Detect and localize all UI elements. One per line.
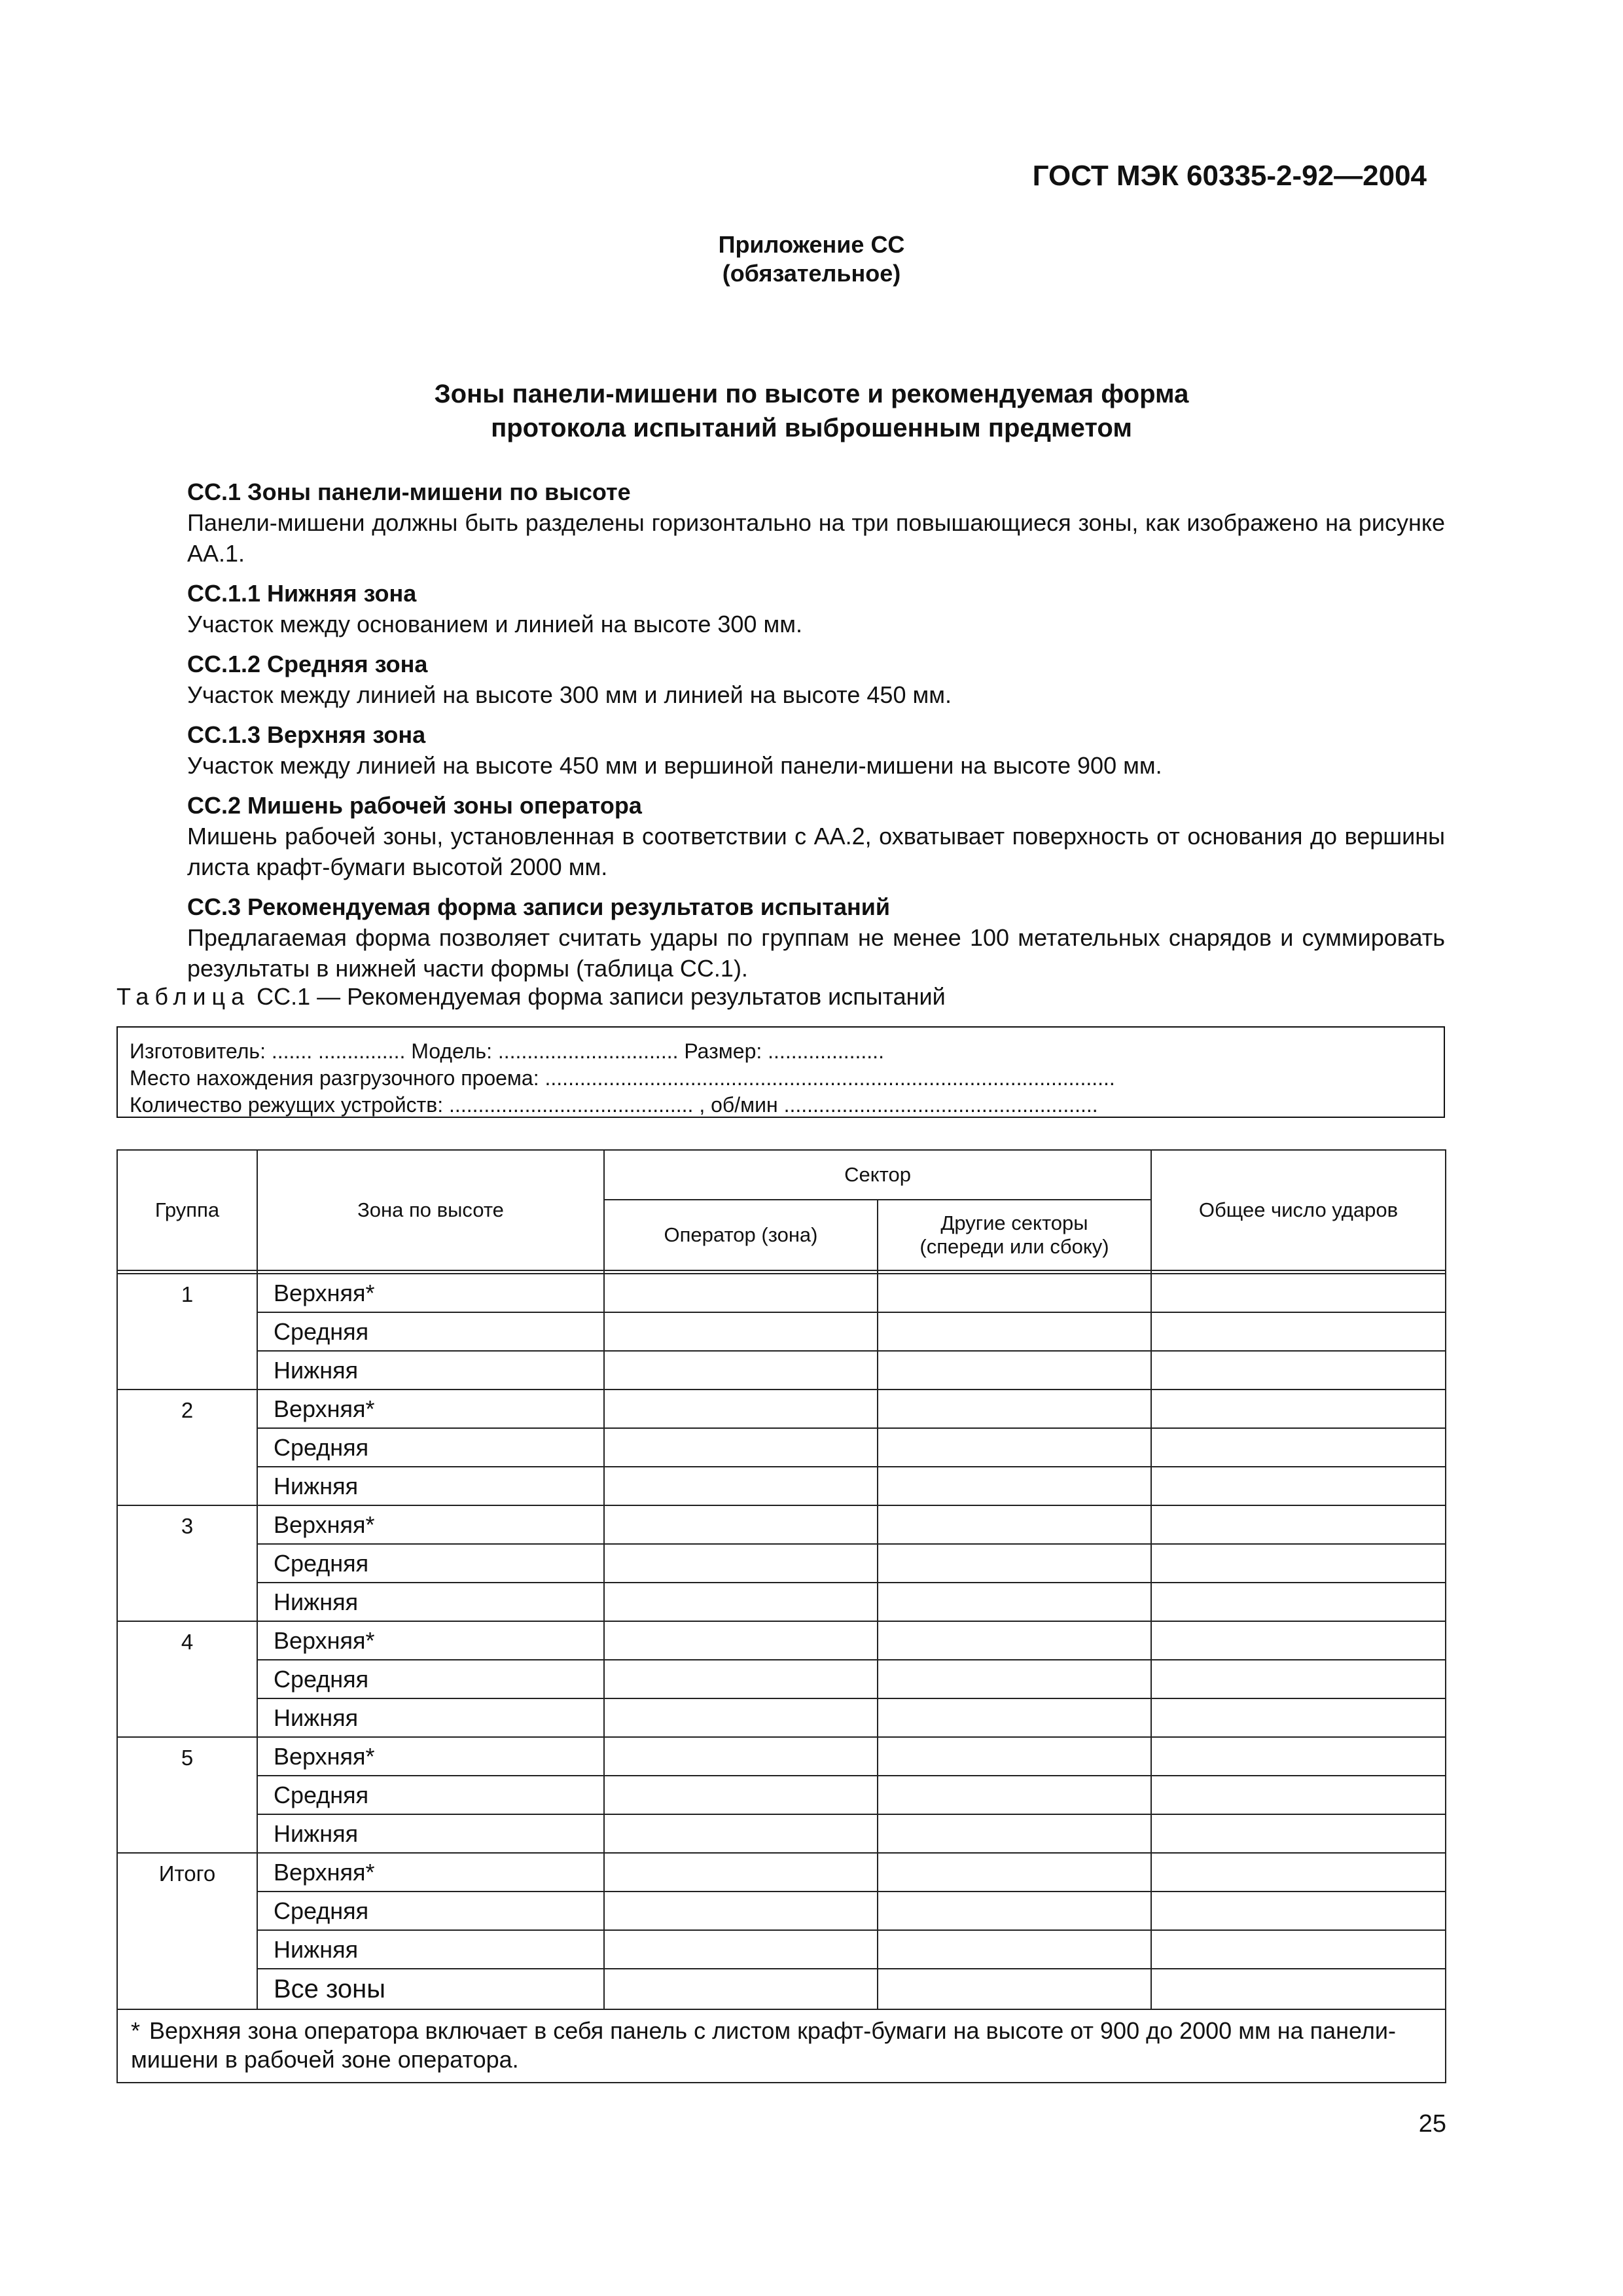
other-sector-cell[interactable] bbox=[878, 1660, 1151, 1698]
zone-label: Нижняя bbox=[257, 1351, 604, 1390]
other-sector-cell[interactable] bbox=[878, 1390, 1151, 1428]
header-zone: Зона по высоте bbox=[257, 1150, 604, 1270]
table-row bbox=[117, 1583, 1446, 1621]
operator-cell[interactable] bbox=[604, 1351, 878, 1390]
title-line-1: Зоны панели-мишени по высоте и рекомендуемая форма bbox=[434, 380, 1189, 408]
table-row bbox=[117, 1544, 1446, 1583]
operator-cell[interactable] bbox=[604, 1737, 878, 1776]
section-paragraph: Участок между линией на высоте 300 мм и линией на высоте 450 мм. bbox=[187, 681, 952, 708]
header-group: Группа bbox=[117, 1150, 257, 1270]
section-paragraph: Участок между линией на высоте 450 мм и вершиной панели-мишени на высоте 900 мм. bbox=[187, 752, 1162, 779]
other-sector-cell[interactable] bbox=[878, 1776, 1151, 1814]
zone-label: Средняя bbox=[257, 1776, 604, 1814]
total-hits-cell[interactable] bbox=[1151, 1814, 1446, 1853]
section-paragraph: Предлагаемая форма позволяет считать удары по группам не менее 100 метательных снарядов и суммировать результаты в нижней части формы (таблица СС.1). bbox=[187, 924, 1445, 982]
operator-cell[interactable] bbox=[604, 1312, 878, 1351]
table-row bbox=[117, 1390, 1446, 1428]
total-hits-cell[interactable] bbox=[1151, 1390, 1446, 1428]
section-heading: СС.2 Мишень рабочей зоны оператора bbox=[187, 792, 642, 819]
table-row bbox=[117, 1351, 1446, 1390]
total-hits-cell[interactable] bbox=[1151, 1312, 1446, 1351]
total-hits-cell[interactable] bbox=[1151, 1737, 1446, 1776]
section-heading: СС.3 Рекомендуемая форма записи результатов испытаний bbox=[187, 893, 890, 920]
results-table bbox=[116, 1149, 1446, 2083]
other-sector-cell[interactable] bbox=[878, 1698, 1151, 1737]
section-heading: СС.1.1 Нижняя зона bbox=[187, 580, 417, 607]
header-operator: Оператор (зона) bbox=[604, 1200, 878, 1270]
group-label: 3 bbox=[117, 1505, 257, 1621]
other-sector-cell[interactable] bbox=[878, 1930, 1151, 1969]
group-label: 2 bbox=[117, 1390, 257, 1505]
table-row bbox=[117, 1930, 1446, 1969]
other-sector-cell[interactable] bbox=[878, 1428, 1151, 1467]
operator-cell[interactable] bbox=[604, 1390, 878, 1428]
operator-cell[interactable] bbox=[604, 1892, 878, 1930]
section-heading: СС.1.2 Средняя зона bbox=[187, 651, 428, 677]
total-hits-cell[interactable] bbox=[1151, 1274, 1446, 1312]
manufacturer-info-box bbox=[116, 1026, 1445, 1118]
appendix-title bbox=[0, 377, 1623, 445]
other-sector-cell[interactable] bbox=[878, 1583, 1151, 1621]
other-sector-cell[interactable] bbox=[878, 1467, 1151, 1505]
table-caption bbox=[116, 983, 946, 1011]
operator-cell[interactable] bbox=[604, 1853, 878, 1892]
other-sector-cell[interactable] bbox=[878, 1505, 1151, 1544]
total-hits-cell[interactable] bbox=[1151, 1428, 1446, 1467]
footnote-text: Верхняя зона оператора включает в себя панель с листом крафт-бумаги на высоте от 900 до 2000 мм на панели-мишени в рабочей зоне оператора. bbox=[131, 2017, 1396, 2073]
header-other-line-1: Другие секторы bbox=[940, 1211, 1088, 1234]
body-text bbox=[116, 476, 1445, 984]
table-row bbox=[117, 1428, 1446, 1467]
total-hits-cell[interactable] bbox=[1151, 1621, 1446, 1660]
header-other-line-2: (спереди или сбоку) bbox=[919, 1235, 1109, 1258]
total-hits-cell[interactable] bbox=[1151, 1930, 1446, 1969]
zone-label: Верхняя* bbox=[257, 1390, 604, 1428]
operator-cell[interactable] bbox=[604, 1274, 878, 1312]
other-sector-cell[interactable] bbox=[878, 1892, 1151, 1930]
zone-label: Средняя bbox=[257, 1428, 604, 1467]
table-row bbox=[117, 1505, 1446, 1544]
zone-label: Нижняя bbox=[257, 1930, 604, 1969]
total-hits-cell[interactable] bbox=[1151, 1969, 1446, 2009]
header-sector: Сектор bbox=[604, 1150, 1151, 1200]
other-sector-cell[interactable] bbox=[878, 1853, 1151, 1892]
zone-label: Средняя bbox=[257, 1892, 604, 1930]
total-hits-cell[interactable] bbox=[1151, 1544, 1446, 1583]
zone-label: Все зоны bbox=[257, 1969, 604, 2009]
operator-cell[interactable] bbox=[604, 1969, 878, 2009]
zone-label: Верхняя* bbox=[257, 1505, 604, 1544]
total-hits-cell[interactable] bbox=[1151, 1853, 1446, 1892]
other-sector-cell[interactable] bbox=[878, 1351, 1151, 1390]
table-row bbox=[117, 1467, 1446, 1505]
operator-cell[interactable] bbox=[604, 1621, 878, 1660]
page-number: 25 bbox=[1418, 2110, 1446, 2138]
table-row bbox=[117, 1814, 1446, 1853]
zone-label: Верхняя* bbox=[257, 1621, 604, 1660]
total-hits-cell[interactable] bbox=[1151, 1351, 1446, 1390]
footnote-marker: * bbox=[131, 2017, 141, 2044]
zone-label: Верхняя* bbox=[257, 1274, 604, 1312]
table-row bbox=[117, 1274, 1446, 1312]
operator-cell[interactable] bbox=[604, 1776, 878, 1814]
group-label: 5 bbox=[117, 1737, 257, 1853]
section-paragraph: Панели-мишени должны быть разделены горизонтально на три повышающиеся зоны, как изображено на рисунке АА.1. bbox=[187, 509, 1445, 567]
standard-number: ГОСТ МЭК 60335-2-92—2004 bbox=[1032, 160, 1427, 192]
header-other-sectors bbox=[878, 1200, 1151, 1270]
zone-label: Средняя bbox=[257, 1660, 604, 1698]
other-sector-cell[interactable] bbox=[878, 1274, 1151, 1312]
other-sector-cell[interactable] bbox=[878, 1312, 1151, 1351]
total-hits-cell[interactable] bbox=[1151, 1776, 1446, 1814]
table-row bbox=[117, 1660, 1446, 1698]
other-sector-cell[interactable] bbox=[878, 1621, 1151, 1660]
info-line-manufacturer: Изготовитель: ....... ............... Модель: ............................... Размер: .................... bbox=[130, 1039, 884, 1063]
operator-cell[interactable] bbox=[604, 1698, 878, 1737]
header-total: Общее число ударов bbox=[1151, 1150, 1446, 1270]
table-caption-text: СС.1 — Рекомендуемая форма записи результатов испытаний bbox=[250, 983, 946, 1010]
other-sector-cell[interactable] bbox=[878, 1814, 1151, 1853]
table-row bbox=[117, 1698, 1446, 1737]
table-footnote bbox=[117, 2009, 1446, 2083]
operator-cell[interactable] bbox=[604, 1583, 878, 1621]
table-row bbox=[117, 1853, 1446, 1892]
operator-cell[interactable] bbox=[604, 1930, 878, 1969]
section-heading: СС.1 Зоны панели-мишени по высоте bbox=[187, 478, 631, 505]
zone-label: Нижняя bbox=[257, 1698, 604, 1737]
section-paragraph: Участок между основанием и линией на высоте 300 мм. bbox=[187, 611, 802, 637]
table-row bbox=[117, 1312, 1446, 1351]
zone-label: Нижняя bbox=[257, 1467, 604, 1505]
section-heading: СС.1.3 Верхняя зона bbox=[187, 721, 426, 748]
operator-cell[interactable] bbox=[604, 1814, 878, 1853]
group-label: 4 bbox=[117, 1621, 257, 1737]
other-sector-cell[interactable] bbox=[878, 1969, 1151, 2009]
group-label: Итого bbox=[117, 1853, 257, 2009]
table-row bbox=[117, 1892, 1446, 1930]
info-line-discharge: Место нахождения разгрузочного проема: .................................................................................................. bbox=[130, 1066, 1115, 1090]
operator-cell[interactable] bbox=[604, 1660, 878, 1698]
total-hits-cell[interactable] bbox=[1151, 1892, 1446, 1930]
table-row bbox=[117, 1969, 1446, 2009]
appendix-status: (обязательное) bbox=[722, 260, 901, 287]
zone-label: Средняя bbox=[257, 1312, 604, 1351]
table-row bbox=[117, 1737, 1446, 1776]
zone-label: Нижняя bbox=[257, 1814, 604, 1853]
table-row bbox=[117, 1621, 1446, 1660]
section-paragraph: Мишень рабочей зоны, установленная в соответствии с АА.2, охватывает поверхность от основания до вершины листа крафт-бумаги высотой 2000 мм. bbox=[187, 823, 1445, 880]
title-line-2: протокола испытаний выброшенным предметом bbox=[491, 414, 1132, 442]
info-line-cutters: Количество режущих устройств: .......................................... , об/мин ...................................................... bbox=[130, 1093, 1098, 1117]
zone-label: Средняя bbox=[257, 1544, 604, 1583]
other-sector-cell[interactable] bbox=[878, 1737, 1151, 1776]
zone-label: Нижняя bbox=[257, 1583, 604, 1621]
table-caption-prefix: Таблица bbox=[116, 983, 251, 1010]
total-hits-cell[interactable] bbox=[1151, 1583, 1446, 1621]
zone-label: Верхняя* bbox=[257, 1737, 604, 1776]
operator-cell[interactable] bbox=[604, 1544, 878, 1583]
table-row bbox=[117, 1776, 1446, 1814]
total-hits-cell[interactable] bbox=[1151, 1698, 1446, 1737]
operator-cell[interactable] bbox=[604, 1467, 878, 1505]
operator-cell[interactable] bbox=[604, 1428, 878, 1467]
operator-cell[interactable] bbox=[604, 1505, 878, 1544]
total-hits-cell[interactable] bbox=[1151, 1505, 1446, 1544]
appendix-label: Приложение СС bbox=[718, 231, 905, 258]
total-hits-cell[interactable] bbox=[1151, 1467, 1446, 1505]
footnote-row bbox=[117, 2009, 1446, 2083]
zone-label: Верхняя* bbox=[257, 1853, 604, 1892]
other-sector-cell[interactable] bbox=[878, 1544, 1151, 1583]
group-label: 1 bbox=[117, 1274, 257, 1390]
total-hits-cell[interactable] bbox=[1151, 1660, 1446, 1698]
